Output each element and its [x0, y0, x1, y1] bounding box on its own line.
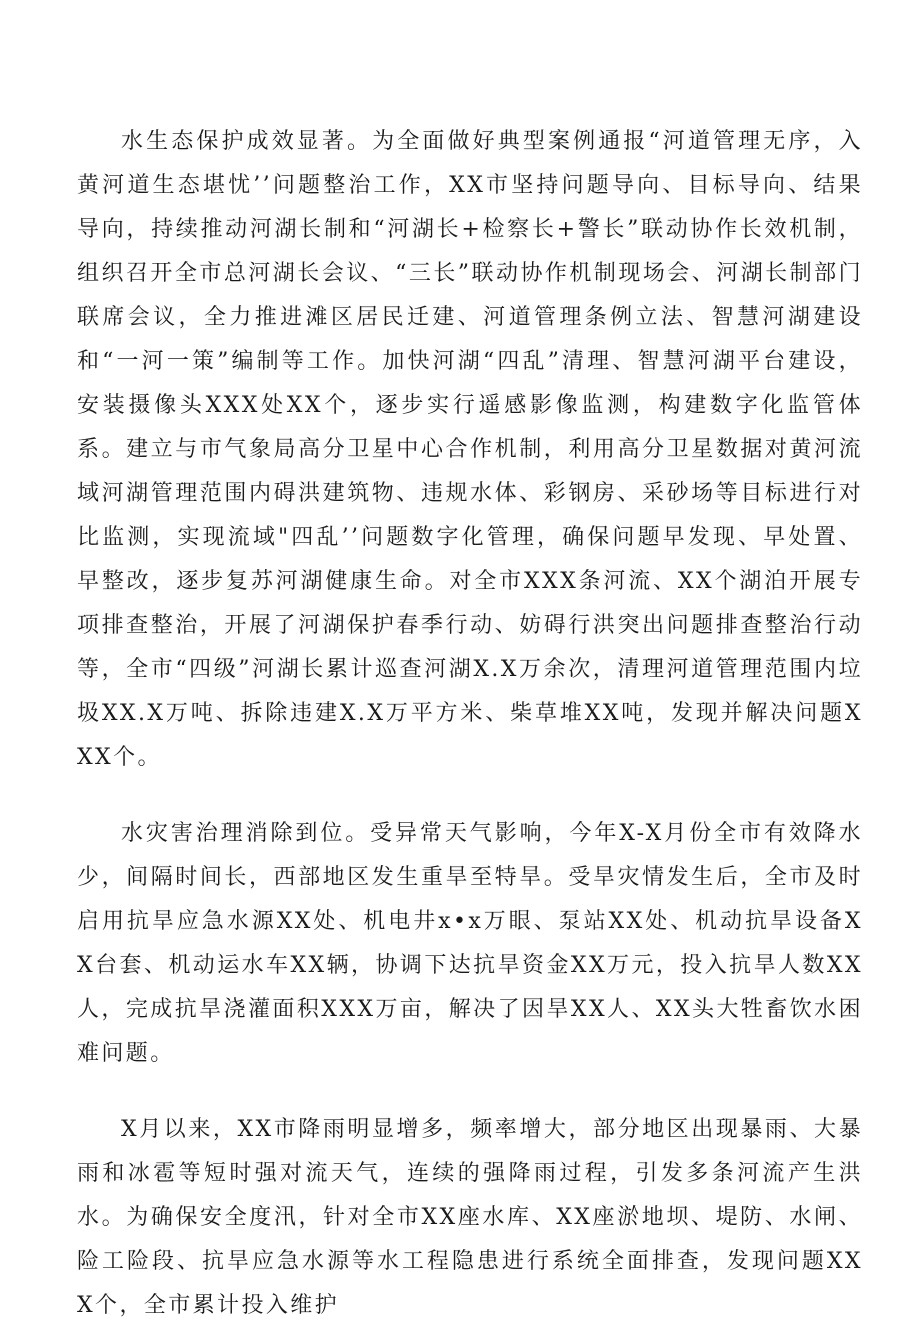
paragraph-drought-disaster: 水灾害治理消除到位。受异常天气影响，今年X-X月份全市有效降水少，间隔时间长，西部地区发生重旱至特旱。受旱灾情发生后，全市及时启用抗旱应急水源XX处、机电井x•x万眼、泵站XX处、机动抗旱设备XX台套、机动运水车XX辆，协调下达抗旱资金XX万元，投入抗旱人数XX人，完成抗旱浇灌面积XXX万亩，解决了因旱XX人、XX头大牲畜饮水困难问题。: [77, 821, 863, 1066]
paragraph-water-ecology: 水生态保护成效显著。为全面做好典型案例通报“河道管理无序，入黄河道生态堪忧’’问题整治工作，XX市坚持问题导向、目标导向、结果导向，持续推动河湖长制和“河湖长+检察长+警长”联动协作长效机制，组织召开全市总河湖长会议、“三长”联动协作机制现场会、河湖长制部门联席会议，全力推进滩区居民迁建、河道管理条例立法、智慧河湖建设和“一河一策”编制等工作。加快河湖“四乱”清理、智慧河湖平台建设，安装摄像头XXX处XX个，逐步实行遥感影像监测，构建数字化监管体系。建立与市气象局高分卫星中心合作机制，利用高分卫星数据对黄河流域河湖管理范围内碍洪建筑物、违规水体、彩钢房、采砂场等目标进行对比监测，实现流域"四乱’’问题数字化管理，确保问题早发现、早处置、早整改，逐步复苏河湖健康生命。对全市XXX条河流、XX个湖泊开展专项排查整治，开展了河湖保护春季行动、妨碍行洪突出问题排查整治行动等，全市“四级”河湖长累计巡查河湖X.X万余次，清理河道管理范围内垃圾XX.X万吨、拆除违建X.X万平方米、柴草堆XX吨，发现并解决问题XXX个。: [77, 129, 863, 770]
document-body: [77, 120, 863, 1328]
paragraph-flood-season: X月以来，XX市降雨明显增多，频率增大，部分地区出现暴雨、大暴雨和冰雹等短时强对流天气，连续的强降雨过程，引发多条河流产生洪水。为确保安全度汛，针对全市XX座水库、XX座淤地坝、堤防、水闸、险工险段、抗旱应急水源等水工程隐患进行系统全面排查，发现问题XXX个，全市累计投入维护: [77, 1117, 863, 1318]
